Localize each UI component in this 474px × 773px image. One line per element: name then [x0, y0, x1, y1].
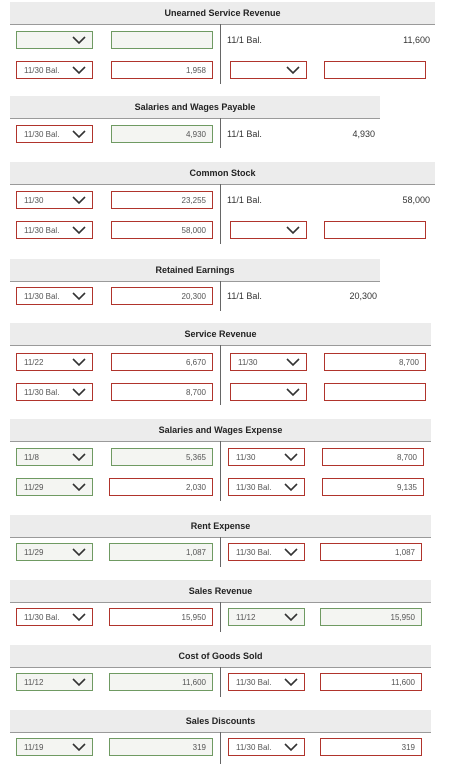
credit-date-dropdown[interactable] [228, 673, 305, 691]
debit-amount-input[interactable]: 1,087 [109, 543, 213, 561]
chevron-down-icon [71, 290, 87, 302]
credit-date-dropdown[interactable] [230, 221, 307, 239]
debit-amount-input[interactable]: 20,300 [111, 287, 213, 305]
dropdown-value: 11/30 Bal. [236, 677, 272, 687]
account-header: Retained Earnings [10, 259, 380, 282]
debit-amount-input[interactable]: 23,255 [111, 191, 213, 209]
debit-amount-input[interactable]: 6,670 [111, 353, 213, 371]
dropdown-value: 11/30 Bal. [24, 65, 60, 75]
account-header: Sales Discounts [10, 710, 431, 733]
debit-date-dropdown[interactable] [16, 191, 93, 209]
credit-amount-input[interactable]: 15,950 [320, 608, 422, 626]
t-account-divider [220, 667, 221, 697]
dropdown-value: 11/22 [24, 357, 44, 367]
debit-amount-input[interactable]: 15,950 [109, 608, 213, 626]
account-header: Salaries and Wages Payable [10, 96, 380, 119]
chevron-down-icon [285, 356, 301, 368]
chevron-down-icon [283, 741, 299, 753]
debit-date-dropdown[interactable] [16, 221, 93, 239]
account-header: Service Revenue [10, 323, 431, 346]
t-account-divider [220, 24, 221, 84]
credit-balance-value: 11,600 [403, 35, 430, 45]
credit-balance-label: 11/1 Bal. [227, 291, 262, 301]
chevron-down-icon [71, 224, 87, 236]
account-header: Cost of Goods Sold [10, 645, 431, 668]
dropdown-value: 11/8 [24, 452, 39, 462]
dropdown-value: 11/12 [24, 677, 44, 687]
credit-date-dropdown[interactable] [228, 478, 305, 496]
chevron-down-icon [71, 386, 87, 398]
chevron-down-icon [283, 451, 299, 463]
credit-balance-value: 58,000 [402, 195, 430, 205]
credit-date-dropdown[interactable] [230, 353, 307, 371]
chevron-down-icon [283, 676, 299, 688]
debit-date-dropdown[interactable] [16, 125, 93, 143]
account-header: Rent Expense [10, 515, 431, 538]
chevron-down-icon [285, 224, 301, 236]
dropdown-value: 11/30 Bal. [24, 612, 60, 622]
credit-amount-input[interactable]: 319 [320, 738, 422, 756]
chevron-down-icon [283, 611, 299, 623]
debit-amount-input[interactable]: 11,600 [109, 673, 213, 691]
debit-amount-input[interactable] [111, 31, 213, 49]
chevron-down-icon [71, 356, 87, 368]
dropdown-value: 11/29 [24, 547, 44, 557]
credit-amount-input[interactable]: 8,700 [322, 448, 424, 466]
credit-date-dropdown[interactable] [228, 448, 305, 466]
chevron-down-icon [285, 386, 301, 398]
account-header: Common Stock [10, 162, 435, 185]
debit-date-dropdown[interactable] [16, 383, 93, 401]
dropdown-value: 11/30 Bal. [236, 547, 272, 557]
dropdown-value: 11/30 [236, 452, 256, 462]
dropdown-value: 11/30 Bal. [236, 482, 272, 492]
chevron-down-icon [71, 194, 87, 206]
debit-amount-input[interactable]: 4,930 [111, 125, 213, 143]
credit-date-dropdown[interactable] [228, 543, 305, 561]
t-account-divider [220, 537, 221, 567]
dropdown-value: 11/30 [24, 195, 44, 205]
credit-balance-label: 11/1 Bal. [227, 35, 262, 45]
chevron-down-icon [71, 676, 87, 688]
credit-date-dropdown[interactable] [230, 61, 307, 79]
t-account-divider [220, 281, 221, 311]
debit-date-dropdown[interactable] [16, 543, 93, 561]
chevron-down-icon [71, 34, 87, 46]
debit-date-dropdown[interactable] [16, 738, 93, 756]
dropdown-value: 11/30 Bal. [236, 742, 272, 752]
chevron-down-icon [285, 64, 301, 76]
t-account-divider [220, 602, 221, 632]
dropdown-value: 11/30 Bal. [24, 129, 60, 139]
chevron-down-icon [71, 741, 87, 753]
chevron-down-icon [71, 611, 87, 623]
chevron-down-icon [71, 451, 87, 463]
credit-amount-input[interactable]: 11,600 [320, 673, 422, 691]
t-account-divider [220, 441, 221, 501]
credit-amount-input[interactable] [324, 221, 426, 239]
dropdown-value: 11/30 Bal. [24, 291, 60, 301]
t-account-divider [220, 184, 221, 244]
debit-date-dropdown[interactable] [16, 608, 93, 626]
dropdown-value: 11/30 Bal. [24, 387, 60, 397]
debit-date-dropdown[interactable] [16, 287, 93, 305]
debit-amount-input[interactable]: 319 [109, 738, 213, 756]
chevron-down-icon [283, 481, 299, 493]
debit-date-dropdown[interactable] [16, 478, 93, 496]
credit-balance-label: 11/1 Bal. [227, 129, 262, 139]
chevron-down-icon [71, 128, 87, 140]
dropdown-value: 11/19 [24, 742, 44, 752]
debit-date-dropdown[interactable] [16, 448, 93, 466]
credit-balance-value: 4,930 [352, 129, 375, 139]
t-account-divider [220, 345, 221, 405]
chevron-down-icon [71, 64, 87, 76]
debit-amount-input[interactable]: 5,365 [111, 448, 213, 466]
account-header: Sales Revenue [10, 580, 431, 603]
debit-date-dropdown[interactable] [16, 353, 93, 371]
credit-amount-input[interactable]: 9,135 [322, 478, 424, 496]
t-account-divider [220, 732, 221, 764]
t-account-divider [220, 118, 221, 148]
debit-date-dropdown[interactable] [16, 31, 93, 49]
credit-balance-value: 20,300 [349, 291, 377, 301]
debit-date-dropdown[interactable] [16, 61, 93, 79]
credit-date-dropdown[interactable] [228, 608, 305, 626]
dropdown-value: 11/30 Bal. [24, 225, 60, 235]
credit-date-dropdown[interactable] [230, 383, 307, 401]
dropdown-value: 11/12 [236, 612, 256, 622]
debit-amount-input[interactable]: 8,700 [111, 383, 213, 401]
chevron-down-icon [71, 481, 87, 493]
debit-amount-input[interactable]: 2,030 [109, 478, 213, 496]
dropdown-value: 11/30 [238, 357, 258, 367]
dropdown-value: 11/29 [24, 482, 44, 492]
chevron-down-icon [71, 546, 87, 558]
chevron-down-icon [283, 546, 299, 558]
debit-amount-input[interactable]: 58,000 [111, 221, 213, 239]
credit-balance-label: 11/1 Bal. [227, 195, 262, 205]
credit-amount-input[interactable]: 1,087 [320, 543, 422, 561]
credit-date-dropdown[interactable] [228, 738, 305, 756]
credit-amount-input[interactable]: 8,700 [324, 353, 426, 371]
account-header: Salaries and Wages Expense [10, 419, 431, 442]
account-header: Unearned Service Revenue [10, 2, 435, 25]
debit-date-dropdown[interactable] [16, 673, 93, 691]
debit-amount-input[interactable]: 1,958 [111, 61, 213, 79]
credit-amount-input[interactable] [324, 383, 426, 401]
credit-amount-input[interactable] [324, 61, 426, 79]
